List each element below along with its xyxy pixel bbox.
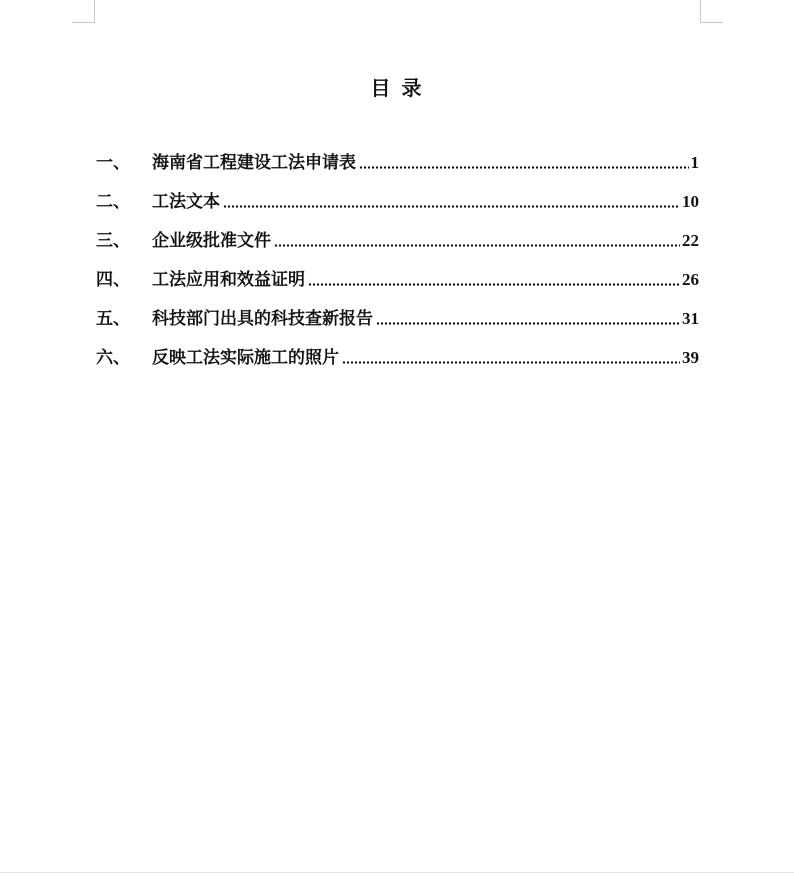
crop-mark-top-left (72, 0, 95, 23)
toc-entry-4[interactable] (96, 251, 699, 290)
toc-entry-page: 39 (682, 348, 699, 367)
toc-entry-1[interactable] (96, 134, 699, 173)
toc-dot-leader (223, 205, 680, 208)
toc-entry-3[interactable] (96, 212, 699, 251)
toc-entry-page: 26 (682, 270, 699, 289)
toc-entry-page: 10 (682, 192, 699, 211)
toc-entry-page: 31 (682, 309, 699, 328)
toc-entry-number: 三、 (96, 231, 130, 251)
toc-entry-title: 企业级批准文件 (152, 231, 271, 251)
toc-entry-title: 工法文本 (152, 192, 220, 212)
toc-entry-page: 1 (690, 153, 699, 172)
toc-dot-leader (342, 361, 680, 364)
toc-entry-title: 工法应用和效益证明 (152, 270, 305, 290)
toc-entry-number: 二、 (96, 192, 130, 212)
toc-entry-number: 一、 (96, 153, 130, 173)
toc-dot-leader (308, 283, 680, 286)
toc-entry-title: 科技部门出具的科技查新报告 (152, 309, 373, 329)
toc-entry-6[interactable] (96, 329, 699, 368)
toc-entry-title: 海南省工程建设工法申请表 (152, 153, 356, 173)
page-bottom-edge (0, 872, 794, 873)
toc-entry-title: 反映工法实际施工的照片 (152, 348, 339, 368)
page-title: 目 录 (370, 76, 424, 100)
toc-dot-leader (376, 322, 680, 325)
toc-entry-page: 22 (682, 231, 699, 250)
toc-dot-leader (359, 166, 689, 169)
toc-entry-number: 五、 (96, 309, 130, 329)
toc-entry-5[interactable] (96, 290, 699, 329)
crop-mark-top-right (700, 0, 723, 23)
toc-entry-number: 四、 (96, 270, 130, 290)
toc-entry-2[interactable] (96, 173, 699, 212)
toc-entry-number: 六、 (96, 348, 130, 368)
toc-dot-leader (274, 244, 680, 247)
table-of-contents (96, 134, 699, 368)
